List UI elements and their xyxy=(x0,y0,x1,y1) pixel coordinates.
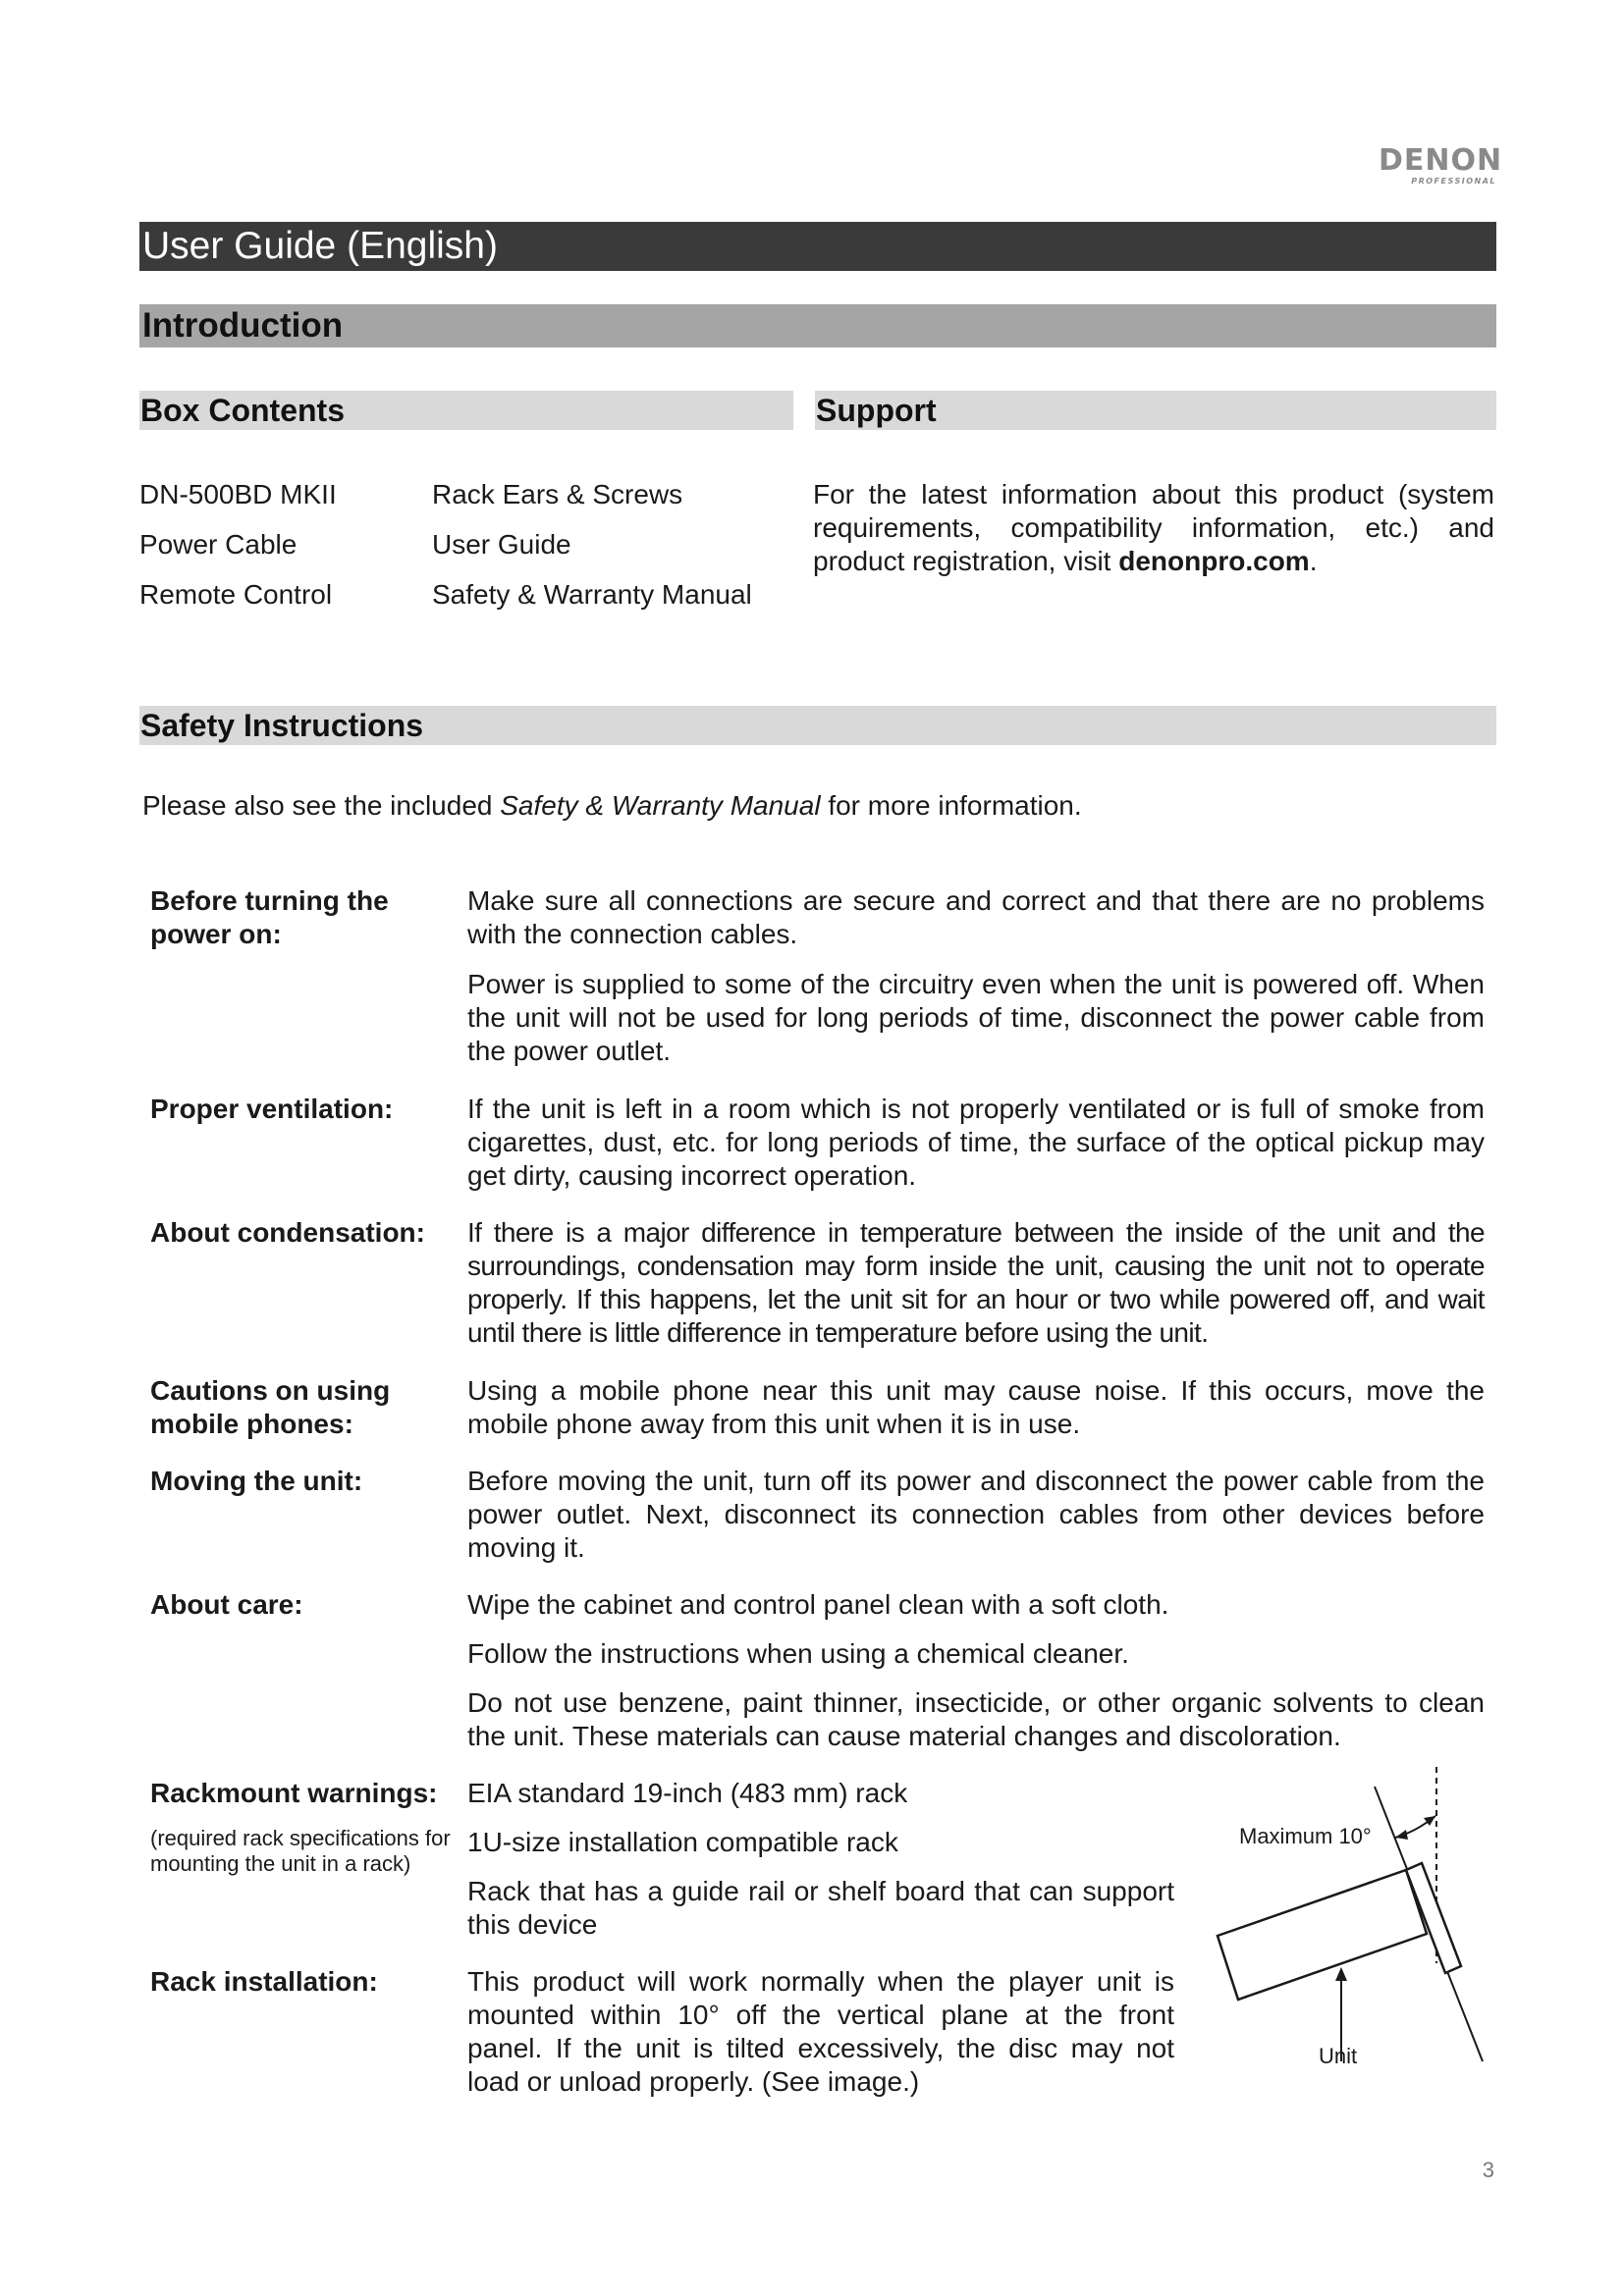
para-before-power-2: Power is supplied to some of the circuitry even when the unit is powered off. When the unit will not be used for long periods of time, disconnect the power cable from the power outlet. xyxy=(467,969,1485,1066)
unit-pointer-arrow xyxy=(1335,1967,1347,1981)
box-contents-heading: Box Contents xyxy=(139,391,793,430)
para-care-1: Wipe the cabinet and control panel clean with a soft cloth. xyxy=(467,1589,1169,1620)
para-before-power-1: Make sure all connections are secure and correct and that there are no problems with the connection cables. xyxy=(467,885,1485,949)
unit-label: Unit xyxy=(1319,2044,1358,2068)
para-mobile-phones: Using a mobile phone near this unit may cause noise. If this occurs, move the mobile phone away from this unit when it is in use. xyxy=(467,1375,1485,1439)
label-mobile-phones: Cautions on using mobile phones: xyxy=(150,1375,391,1439)
safety-intro: Please also see the included Safety & Warranty Manual for more information. xyxy=(142,790,1082,821)
box-item: User Guide xyxy=(432,529,571,560)
para-rack-1: EIA standard 19-inch (483 mm) rack xyxy=(467,1778,908,1808)
logo-brand: DENON xyxy=(1379,143,1503,178)
label-condensation: About condensation: xyxy=(150,1217,425,1248)
para-rack-2: 1U-size installation compatible rack xyxy=(467,1827,898,1857)
para-care-3: Do not use benzene, paint thinner, insecticide, or other organic solvents to clean the unit. These materials can cause material changes and discoloration. xyxy=(467,1687,1485,1751)
max-angle-label: Maximum 10° xyxy=(1239,1824,1372,1848)
para-ventilation: If the unit is left in a room which is not properly ventilated or is full of smoke from cigarettes, dust, etc. for long periods of time, the surface of the optical pickup may get dirty, causing incorrect operation. xyxy=(467,1094,1485,1191)
page-title: User Guide (English) xyxy=(139,222,1496,271)
section-title-introduction: Introduction xyxy=(139,304,1496,347)
safety-instructions-heading: Safety Instructions xyxy=(139,706,1496,745)
box-item: Power Cable xyxy=(139,529,298,560)
angle-arrow-left xyxy=(1395,1830,1408,1840)
logo-sub: PROFESSIONAL xyxy=(1411,177,1496,186)
label-rackmount-warnings: Rackmount warnings: xyxy=(150,1778,438,1808)
label-about-care: About care: xyxy=(150,1589,303,1620)
para-condensation: If there is a major difference in temperature between the inside of the unit and the surroundings, condensation may form inside the unit, causing the unit not to operate properly. If this happens, let the unit sit for an hour or two while powered off, and wait until there is little difference in temperature before using the unit. xyxy=(467,1217,1485,1348)
sublabel-rack-specs: (required rack specifications for mounting the unit in a rack) xyxy=(150,1826,451,1876)
box-item: Remote Control xyxy=(139,579,333,610)
rack-tilt-diagram xyxy=(1208,1767,1502,2091)
support-heading: Support xyxy=(815,391,1496,430)
label-moving-unit: Moving the unit: xyxy=(150,1466,363,1496)
para-care-2: Follow the instructions when using a chemical cleaner. xyxy=(467,1638,1129,1669)
support-text: For the latest information about this product (system requirements, compatibility information, etc.) and product registration, visit denonpro.com. xyxy=(813,479,1494,576)
label-rack-installation: Rack installation: xyxy=(150,1966,378,1997)
box-item: DN-500BD MKII xyxy=(139,479,337,509)
para-rack-3: Rack that has a guide rail or shelf board that can support this device xyxy=(467,1876,1174,1940)
box-item: Safety & Warranty Manual xyxy=(432,579,752,610)
support-link[interactable]: denonpro.com xyxy=(1118,546,1310,576)
box-item: Rack Ears & Screws xyxy=(432,479,683,509)
para-moving-unit: Before moving the unit, turn off its power and disconnect the power cable from the power outlet. Next, disconnect its connection cables from other devices before moving it. xyxy=(467,1466,1485,1563)
label-before-power: Before turning the power on: xyxy=(150,885,389,949)
para-rack-installation: This product will work normally when the player unit is mounted within 10° off the vertical plane at the front panel. If the unit is tilted excessively, the disc may not load or unload properly. (See image.) xyxy=(467,1966,1174,2097)
label-ventilation: Proper ventilation: xyxy=(150,1094,394,1124)
page-number: 3 xyxy=(1482,2158,1494,2182)
unit-body xyxy=(1218,1870,1427,2000)
denon-professional-logo xyxy=(1379,143,1503,187)
